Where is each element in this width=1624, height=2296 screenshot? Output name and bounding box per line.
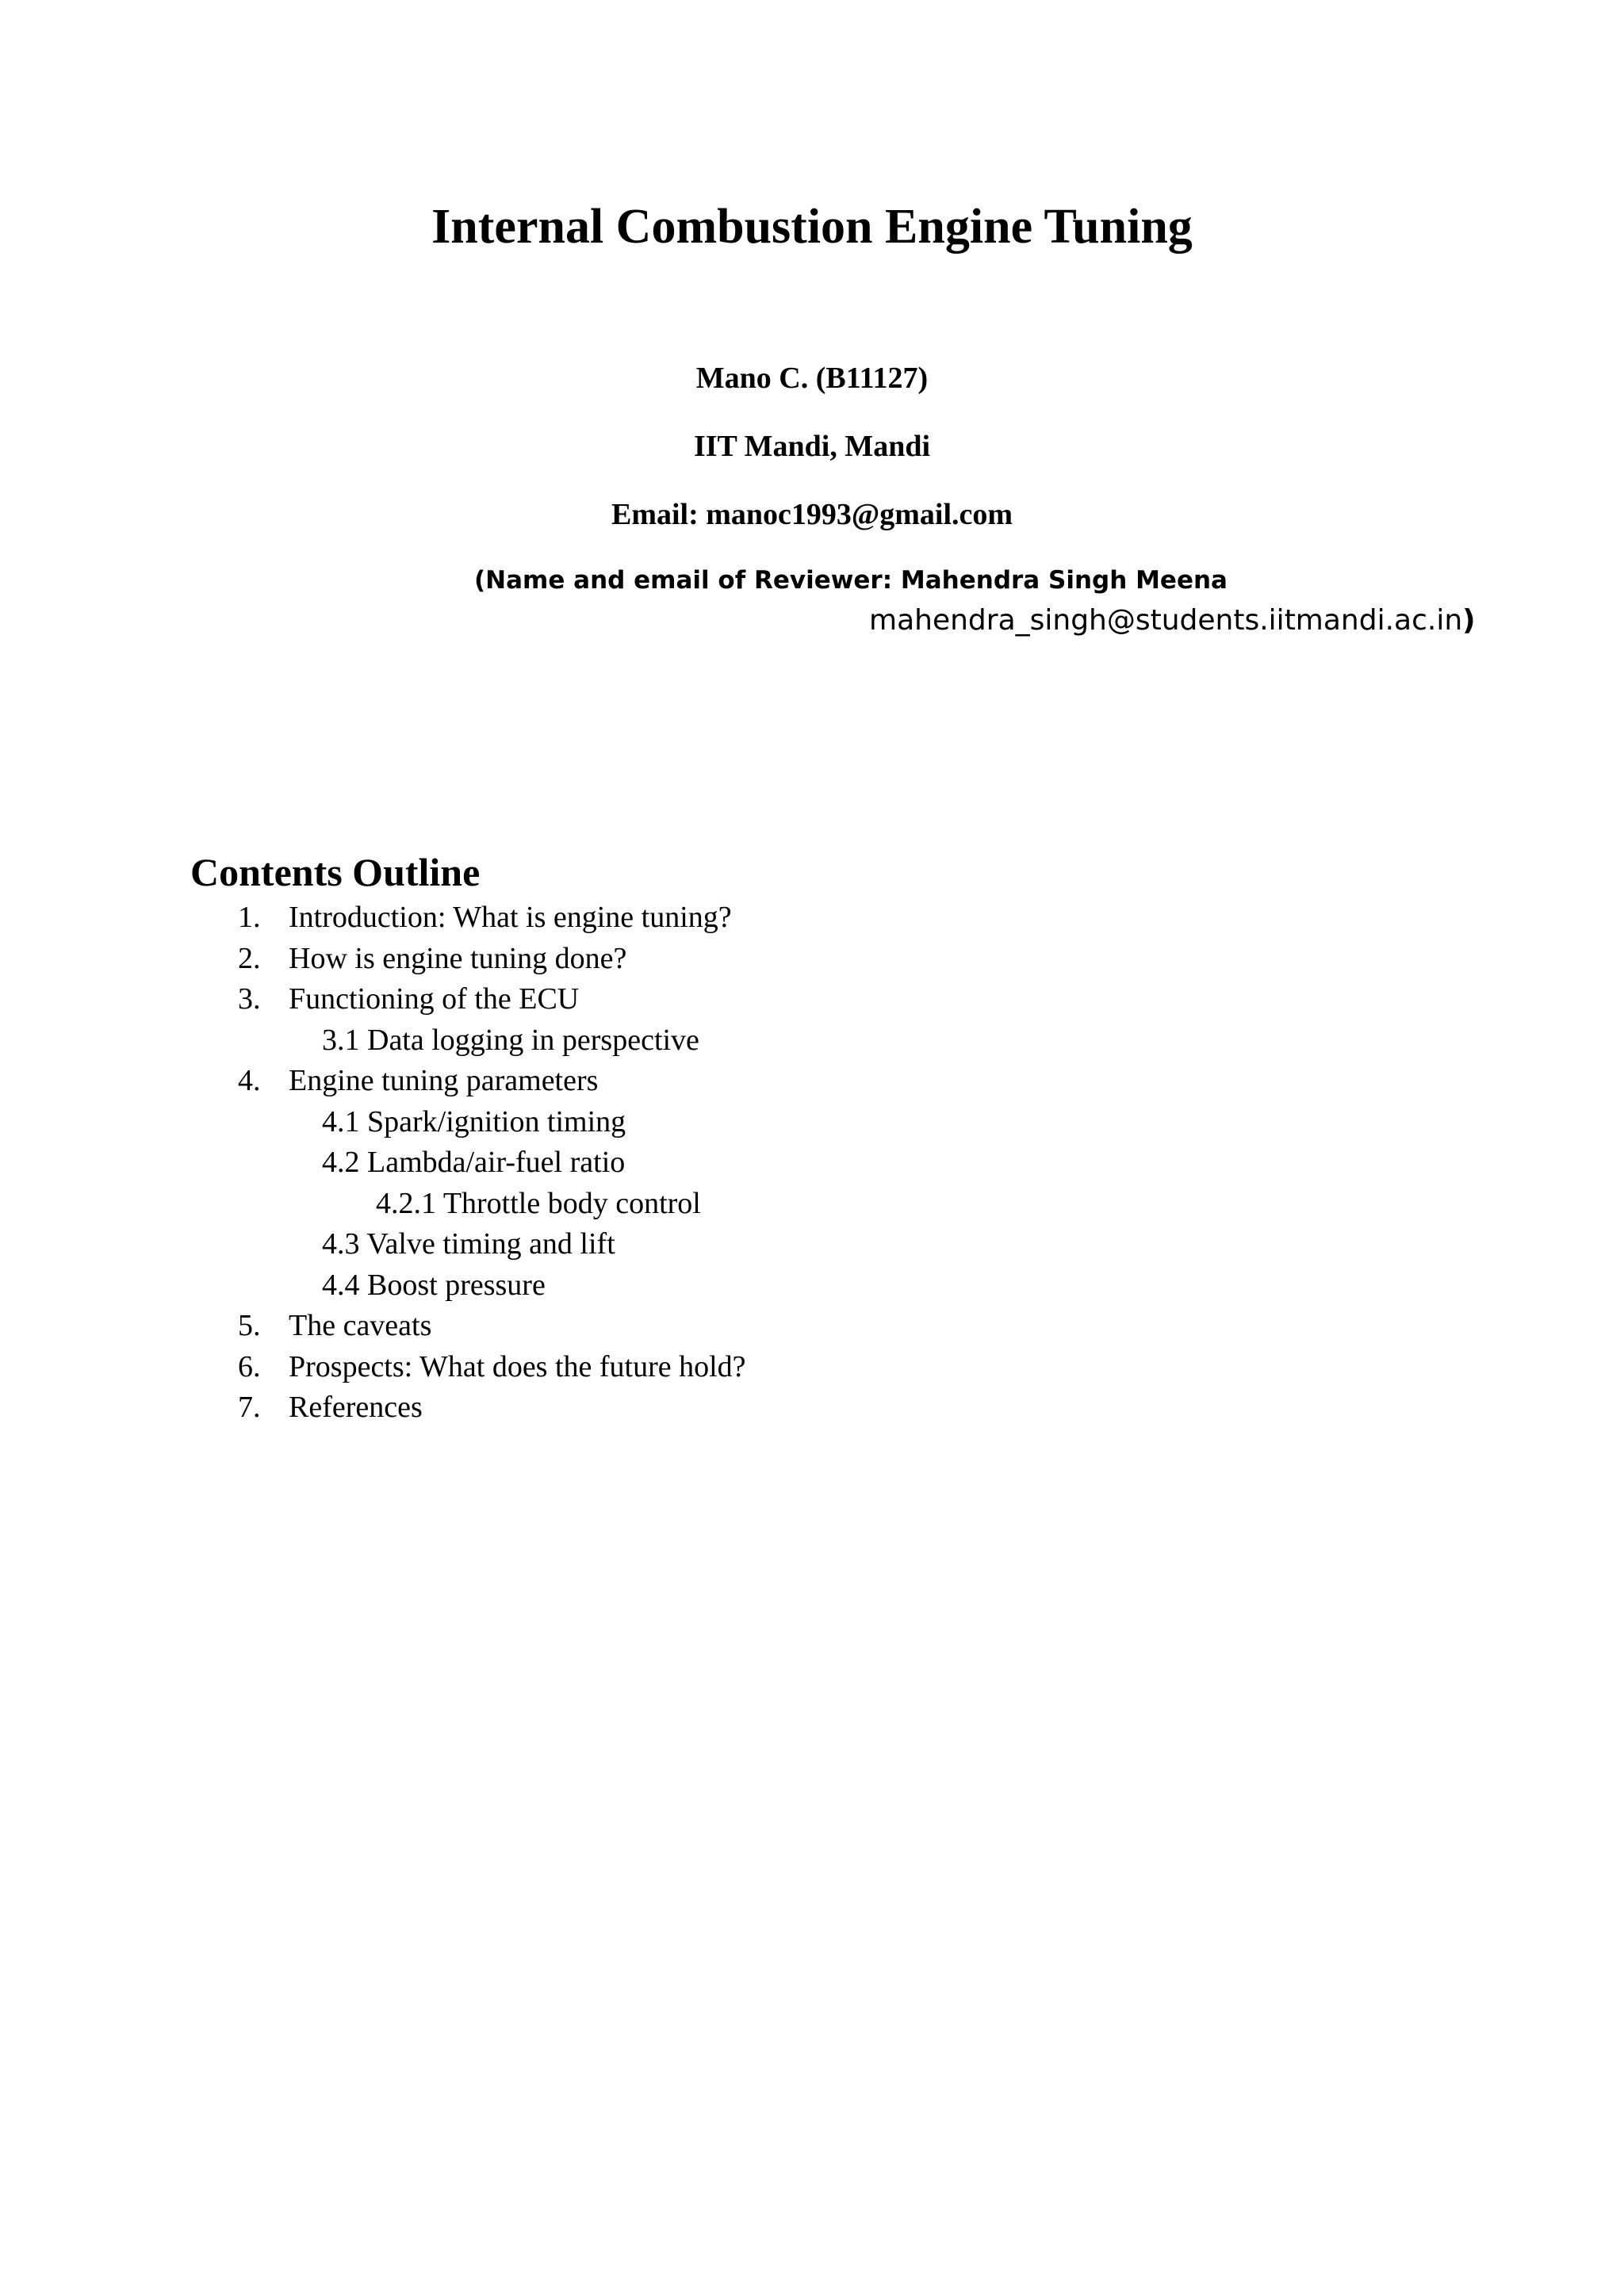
contents-heading: Contents Outline: [190, 850, 481, 894]
author-affiliation: IIT Mandi, Mandi: [693, 430, 931, 463]
toc-item-number: 6.: [238, 1349, 261, 1383]
toc-item-number: 5.: [238, 1309, 261, 1342]
reviewer-info: [474, 563, 1228, 598]
toc-subsubitem-text: 4.2.1 Throttle body control: [376, 1186, 701, 1220]
author-email: Email: manoc1993@gmail.com: [611, 498, 1013, 531]
reviewer-close-paren: ): [1462, 604, 1476, 637]
author-name: Mano C. (B11127): [695, 362, 929, 395]
toc-item-number: 7.: [238, 1391, 261, 1424]
toc-subitem-text: 4.2 Lambda/air-fuel ratio: [322, 1146, 626, 1179]
toc-item: [0, 979, 1624, 1020]
toc-item-text: The caveats: [289, 1309, 432, 1342]
toc-item: [0, 897, 1624, 939]
reviewer-label: (Name and email of Reviewer:: [474, 566, 893, 595]
toc-subitem: [0, 1224, 1624, 1265]
toc-subitem-text: 3.1 Data logging in perspective: [322, 1023, 699, 1057]
toc-item-text: How is engine tuning done?: [289, 941, 627, 975]
toc-item-text: References: [289, 1391, 423, 1424]
toc-item-number: 1.: [238, 901, 261, 934]
toc-subitem: [0, 1020, 1624, 1062]
toc-subitem: [0, 1142, 1624, 1184]
reviewer-email-line: [869, 601, 1476, 641]
toc-subitem: [0, 1102, 1624, 1143]
toc-item-text: Prospects: What does the future hold?: [289, 1349, 746, 1383]
toc-item: [0, 1347, 1624, 1388]
toc-item-number: 3.: [238, 982, 261, 1016]
toc-item-number: 2.: [238, 941, 261, 975]
toc-item-text: Engine tuning parameters: [289, 1064, 599, 1097]
toc-item-text: Introduction: What is engine tuning?: [289, 901, 732, 934]
toc-subitem: [0, 1265, 1624, 1307]
toc-subitem-text: 4.4 Boost pressure: [322, 1268, 546, 1302]
reviewer-email: mahendra_singh@students.iitmandi.ac.in: [869, 604, 1463, 637]
toc-item-text: Functioning of the ECU: [289, 982, 580, 1016]
toc-subsubitem: [0, 1184, 1624, 1225]
toc-item: [0, 1387, 1624, 1429]
toc-item-number: 4.: [238, 1064, 261, 1097]
toc-item: [0, 939, 1624, 980]
document-title: Internal Combustion Engine Tuning: [431, 200, 1193, 254]
reviewer-name: Mahendra Singh Meena: [900, 566, 1228, 595]
toc-subitem-text: 4.3 Valve timing and lift: [322, 1227, 615, 1261]
toc-item: [0, 1306, 1624, 1347]
contents-list: [0, 897, 1624, 1429]
toc-item: [0, 1061, 1624, 1102]
toc-subitem-text: 4.1 Spark/ignition timing: [322, 1104, 626, 1138]
